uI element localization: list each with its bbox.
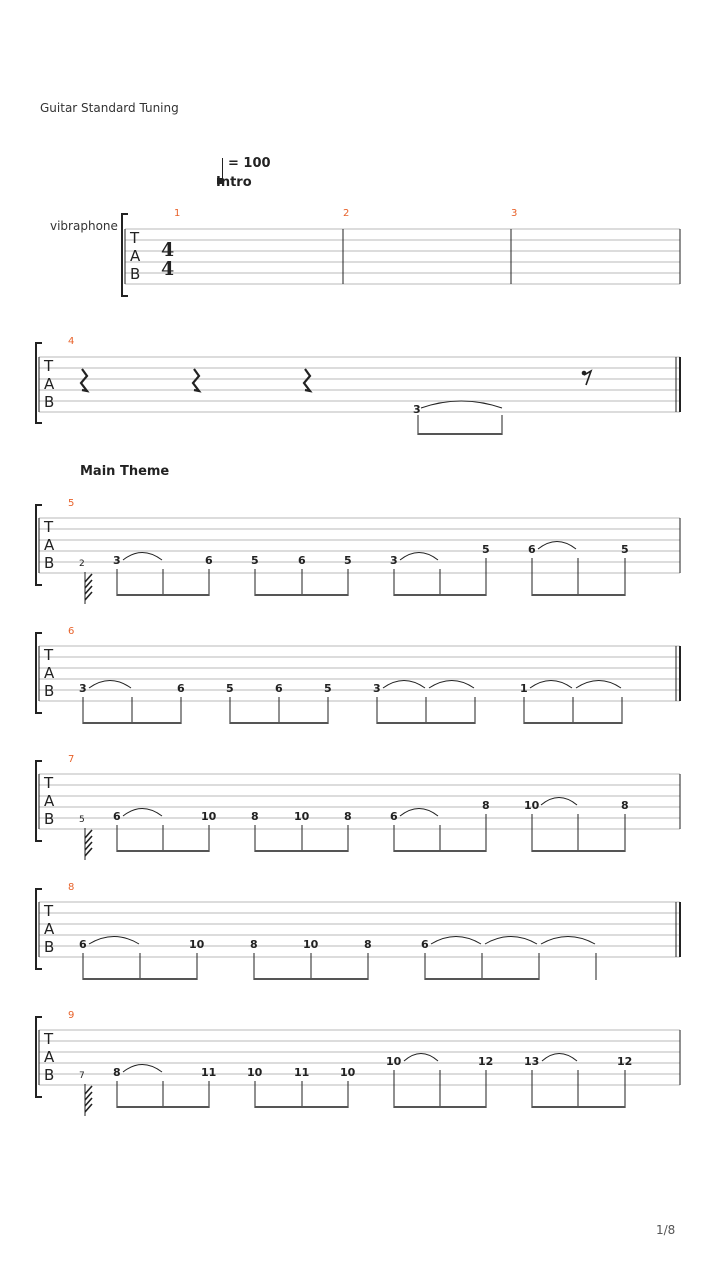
measure-number: 3 xyxy=(511,208,518,219)
fret-number: 8 xyxy=(251,810,259,823)
grace-note-stem xyxy=(85,828,92,860)
measure-number: 4 xyxy=(68,336,75,347)
tab-system-1 xyxy=(122,208,680,296)
fret-number: 10 xyxy=(189,938,205,951)
fret-number: 8 xyxy=(482,799,490,812)
tuplet-number: 3 xyxy=(413,403,421,416)
note-stems xyxy=(117,558,625,596)
tab-clef-t: T xyxy=(44,1030,54,1048)
time-sig-top: 4 xyxy=(161,239,175,261)
tab-clef-a: A xyxy=(44,792,55,810)
grace-note-stem xyxy=(85,572,92,604)
tab-clef-b: B xyxy=(44,810,55,828)
tab-system-7 xyxy=(36,1010,680,1116)
eighth-rest-icon xyxy=(582,371,591,385)
fret-number: 3 xyxy=(79,682,87,695)
fret-number: 12 xyxy=(617,1055,633,1068)
fret-number: 8 xyxy=(344,810,352,823)
fret-number: 11 xyxy=(294,1066,310,1079)
fret-number: 5 xyxy=(482,543,490,556)
time-sig-bottom: 4 xyxy=(161,258,175,280)
measure-number: 7 xyxy=(68,754,75,765)
quarter-rest-icon xyxy=(81,369,310,391)
fret-number: 3 xyxy=(373,682,381,695)
tab-clef-t: T xyxy=(44,774,54,792)
fret-number: 8 xyxy=(113,1066,121,1079)
fret-number: 1 xyxy=(520,682,528,695)
tuning-label: Guitar Standard Tuning xyxy=(40,101,179,115)
grace-note-stem xyxy=(85,1084,92,1116)
tab-clef-t: T xyxy=(44,518,54,536)
fret-number: 8 xyxy=(364,938,372,951)
tab-clef-a: A xyxy=(44,664,55,682)
section-intro: Intro xyxy=(216,175,252,190)
fret-number: 10 xyxy=(340,1066,356,1079)
note-stems xyxy=(117,1070,625,1108)
grace-note: 2 xyxy=(79,559,85,569)
measure-number: 5 xyxy=(68,498,75,509)
fret-number: 6 xyxy=(421,938,429,951)
tuplet-bracket xyxy=(418,401,502,435)
fret-number: 6 xyxy=(205,554,213,567)
tab-clef-b: B xyxy=(44,393,55,411)
fret-number: 5 xyxy=(621,543,629,556)
measure-number: 1 xyxy=(174,208,181,219)
fret-number: 11 xyxy=(201,1066,217,1079)
fret-number: 5 xyxy=(226,682,234,695)
fret-number: 3 xyxy=(113,554,121,567)
measure-number: 9 xyxy=(68,1010,75,1021)
tab-clef-a: A xyxy=(44,536,55,554)
tab-clef-b: B xyxy=(44,938,55,956)
note-stems xyxy=(117,814,625,852)
measure-number: 2 xyxy=(343,208,350,219)
tab-system-2 xyxy=(36,336,680,435)
fret-number: 10 xyxy=(294,810,310,823)
fret-number: 5 xyxy=(344,554,352,567)
page-number: 1/8 xyxy=(656,1223,676,1237)
tab-clef-b: B xyxy=(44,554,55,572)
tie xyxy=(89,681,621,689)
tab-clef-a: A xyxy=(44,920,55,938)
fret-number: 3 xyxy=(390,554,398,567)
tab-clef-a: A xyxy=(44,1048,55,1066)
fret-number: 10 xyxy=(201,810,217,823)
instrument-label: vibraphone xyxy=(50,219,118,233)
tab-clef-t: T xyxy=(44,357,54,375)
tab-clef-b: B xyxy=(44,1066,55,1084)
fret-number: 12 xyxy=(478,1055,494,1068)
tab-clef-a: A xyxy=(130,247,141,265)
grace-note: 5 xyxy=(79,815,85,825)
fret-number: 6 xyxy=(390,810,398,823)
fret-number: 13 xyxy=(524,1055,540,1068)
fret-number: 6 xyxy=(79,938,87,951)
tempo-marking: = 100 xyxy=(228,156,271,171)
tab-system-3 xyxy=(36,498,680,604)
fret-number: 10 xyxy=(303,938,319,951)
fret-number: 10 xyxy=(247,1066,263,1079)
fret-number: 5 xyxy=(251,554,259,567)
fret-number: 6 xyxy=(298,554,306,567)
grace-note: 7 xyxy=(79,1071,85,1081)
fret-number: 10 xyxy=(524,799,540,812)
fret-number: 8 xyxy=(621,799,629,812)
fret-number: 10 xyxy=(386,1055,402,1068)
tab-clef-a: A xyxy=(44,375,55,393)
tab-clef-b: B xyxy=(44,682,55,700)
tab-clef-t: T xyxy=(130,229,140,247)
fret-number: 6 xyxy=(113,810,121,823)
tie xyxy=(89,937,595,945)
tab-system-5 xyxy=(36,754,680,860)
fret-number: 6 xyxy=(275,682,283,695)
tab-clef-b: B xyxy=(130,265,141,283)
measure-number: 6 xyxy=(68,626,75,637)
tab-system-4 xyxy=(36,626,680,724)
measure-number: 8 xyxy=(68,882,75,893)
tab-system-6 xyxy=(36,882,680,980)
tab-clef-t: T xyxy=(44,646,54,664)
fret-number: 5 xyxy=(324,682,332,695)
tab-clef-t: T xyxy=(44,902,54,920)
fret-number: 6 xyxy=(528,543,536,556)
fret-number: 6 xyxy=(177,682,185,695)
fret-number: 8 xyxy=(250,938,258,951)
section-main-theme: Main Theme xyxy=(80,464,170,479)
